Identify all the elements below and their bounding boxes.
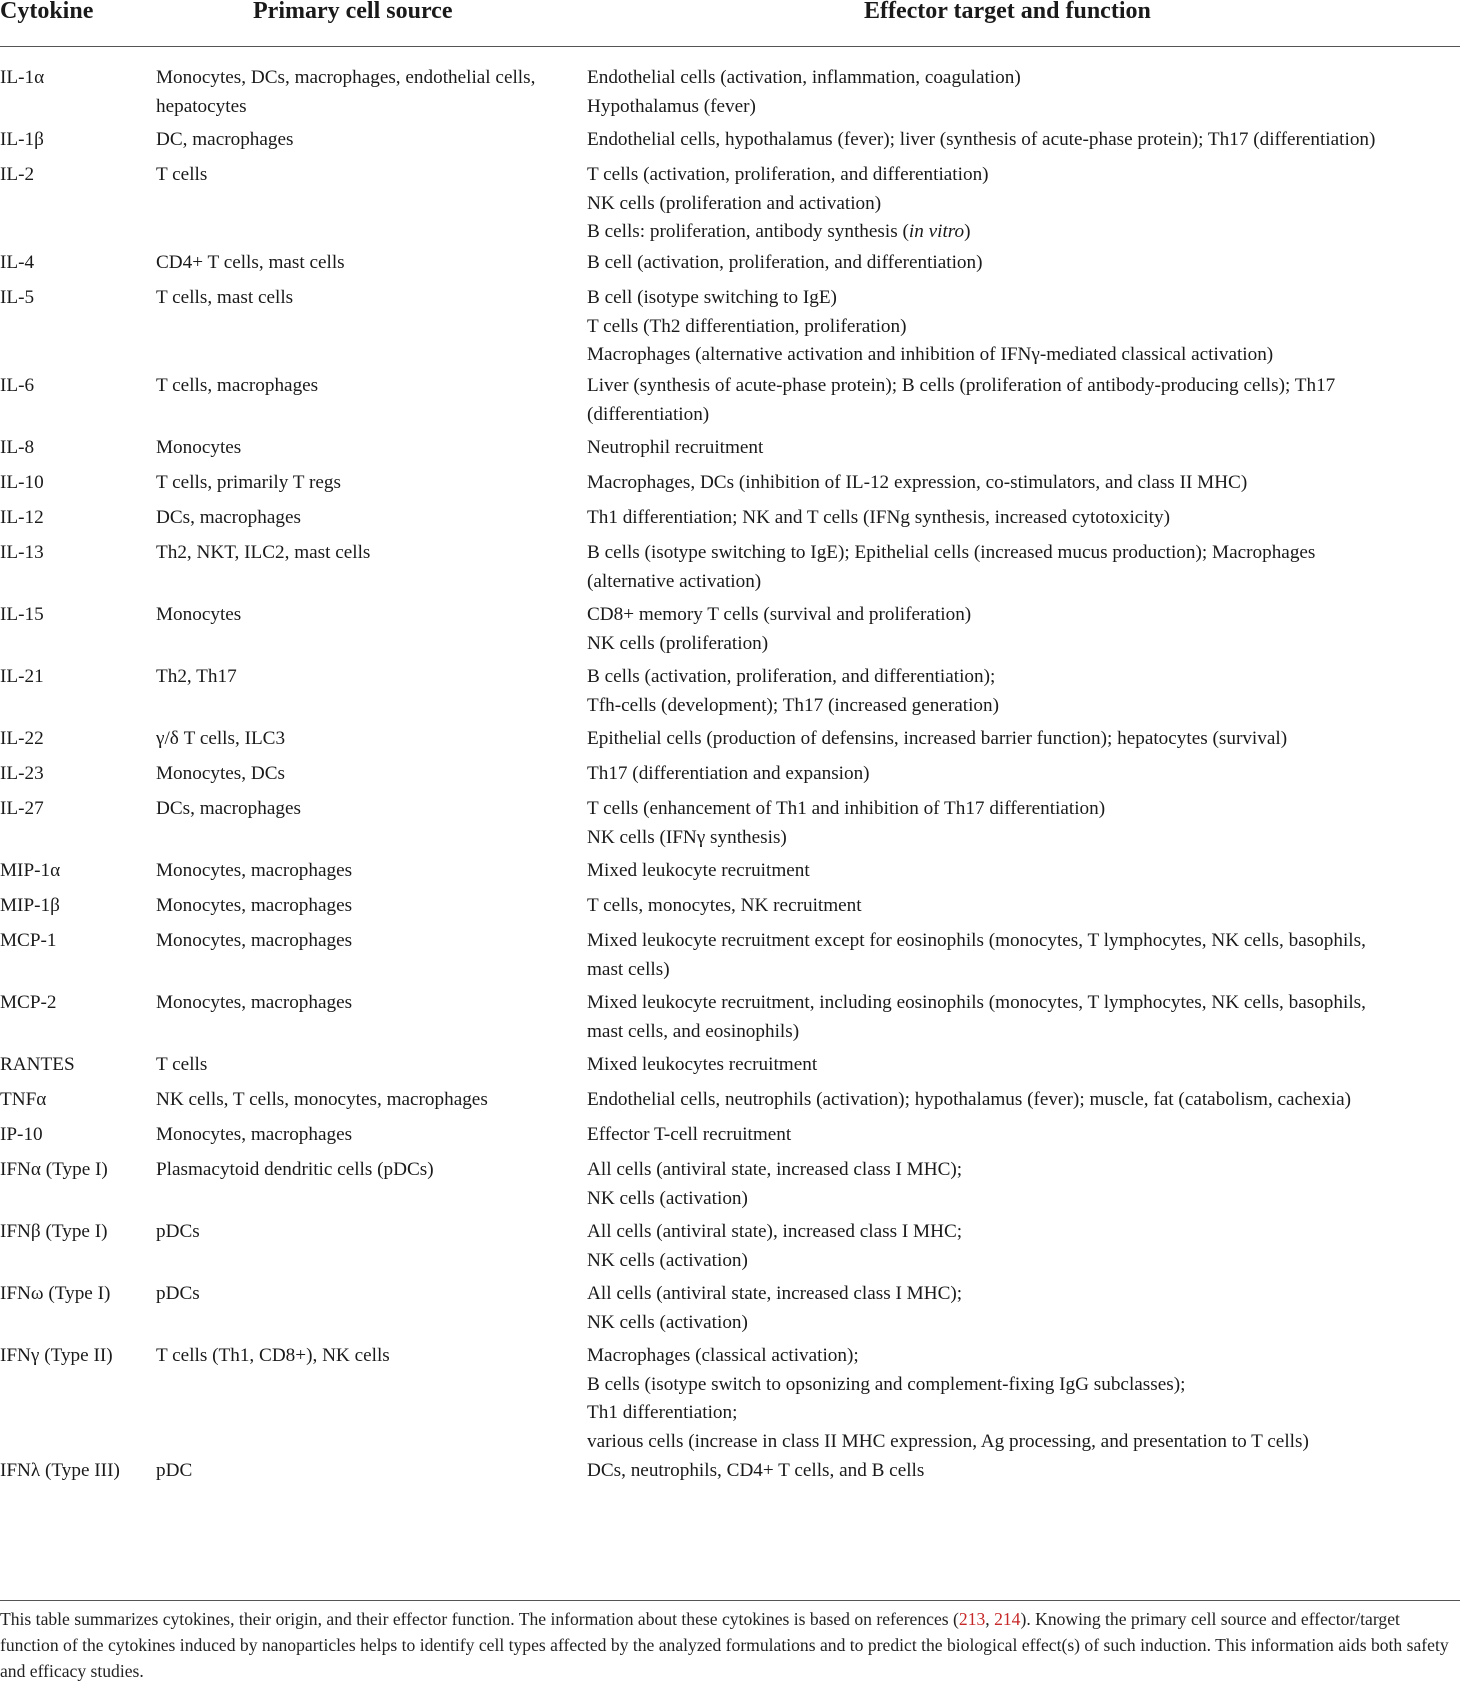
- table-row: [0, 857, 1460, 892]
- cell-primary-cell-source: Monocytes: [156, 604, 242, 625]
- table-row: [0, 1280, 1460, 1342]
- effector-line: B cells (isotype switching to IgE); Epithelial cells (increased mucus production); Macrophages: [587, 542, 1316, 563]
- effector-line: NK cells (IFNγ synthesis): [587, 826, 787, 848]
- cell-primary-cell-source: γ/δ T cells, ILC3: [156, 728, 286, 749]
- cell-cytokine: TNFα: [0, 1089, 47, 1110]
- table-row: [0, 161, 1460, 249]
- cell-cytokine: IL-27: [0, 798, 44, 819]
- effector-line: Mixed leukocytes recruitment: [587, 1054, 818, 1075]
- cell-effector-function: [587, 64, 1460, 121]
- cell-cytokine: MIP-1α: [0, 860, 61, 881]
- effector-line: All cells (antiviral state, increased class I MHC);: [587, 1283, 963, 1304]
- cell-primary-cell-source: DCs, macrophages: [156, 507, 301, 528]
- cell-effector-function: [587, 504, 1460, 533]
- cell-primary-cell-source: T cells, primarily T regs: [156, 472, 341, 493]
- cell-cytokine: IL-23: [0, 763, 44, 784]
- cell-primary-cell-source: Monocytes, macrophages: [156, 860, 353, 881]
- table-row: [0, 372, 1460, 434]
- cell-cytokine: IFNω (Type I): [0, 1283, 111, 1304]
- table-body: [0, 64, 1460, 1487]
- column-header-effector-target-function: Effector target and function: [864, 0, 1151, 24]
- table-row: [0, 1156, 1460, 1218]
- cell-primary-cell-source: T cells: [156, 1054, 208, 1075]
- cell-effector-function: [587, 663, 1460, 720]
- cell-primary-cell-source: Monocytes, DCs, macrophages, endothelial cells, hepatocytes: [156, 67, 536, 117]
- cell-effector-function: [587, 760, 1460, 789]
- effector-line: NK cells (activation): [587, 1249, 748, 1271]
- cell-cytokine: IL-10: [0, 472, 44, 493]
- cell-primary-cell-source: Plasmacytoid dendritic cells (pDCs): [156, 1159, 434, 1180]
- table-row: [0, 795, 1460, 857]
- cell-effector-function: [587, 725, 1460, 754]
- table-row: [0, 126, 1460, 161]
- cell-effector-function: [587, 795, 1460, 852]
- effector-line: NK cells (activation): [587, 1187, 748, 1209]
- cell-effector-function: [587, 539, 1460, 596]
- effector-line: various cells (increase in class II MHC expression, Ag processing, and presentation to T cells): [587, 1430, 1309, 1452]
- table-row: [0, 663, 1460, 725]
- cell-effector-function: [587, 1342, 1460, 1456]
- cell-primary-cell-source: DCs, macrophages: [156, 798, 301, 819]
- effector-line: B cell (activation, proliferation, and differentiation): [587, 252, 983, 273]
- cell-effector-function: [587, 1156, 1460, 1213]
- effector-line: NK cells (proliferation and activation): [587, 192, 882, 214]
- cell-primary-cell-source: DC, macrophages: [156, 129, 294, 150]
- table-row: [0, 249, 1460, 284]
- cell-cytokine: IL-5: [0, 287, 35, 308]
- cell-effector-function: [587, 249, 1460, 278]
- table-row: [0, 504, 1460, 539]
- cell-effector-function: [587, 469, 1460, 498]
- effector-line: NK cells (proliferation): [587, 632, 769, 654]
- cell-primary-cell-source: T cells, mast cells: [156, 287, 294, 308]
- effector-line: (alternative activation): [587, 570, 762, 592]
- table-row: [0, 1457, 1460, 1487]
- cell-effector-function: [587, 434, 1460, 463]
- table-row: [0, 927, 1460, 989]
- cell-cytokine: IL-2: [0, 164, 35, 185]
- effector-line: All cells (antiviral state, increased class I MHC);: [587, 1159, 963, 1180]
- cell-cytokine: IFNβ (Type I): [0, 1221, 108, 1242]
- table-row: [0, 434, 1460, 469]
- effector-line: Macrophages (alternative activation and inhibition of IFNγ-mediated classical activation): [587, 344, 1274, 365]
- table-footnote: [0, 1606, 1460, 1684]
- cell-effector-function: [587, 857, 1460, 886]
- cell-cytokine: IL-22: [0, 728, 44, 749]
- table-row: [0, 284, 1460, 372]
- effector-line: Neutrophil recruitment: [587, 437, 764, 458]
- cell-cytokine: RANTES: [0, 1054, 75, 1075]
- effector-line: B cells (isotype switch to opsonizing and complement-fixing IgG subclasses);: [587, 1373, 1186, 1395]
- cell-primary-cell-source: CD4+ T cells, mast cells: [156, 252, 345, 273]
- effector-line: Endothelial cells (activation, inflammation, coagulation): [587, 67, 1021, 88]
- effector-line: mast cells, and eosinophils): [587, 1020, 800, 1042]
- cell-primary-cell-source: Th2, Th17: [156, 666, 237, 687]
- cell-primary-cell-source: Monocytes, DCs: [156, 763, 285, 784]
- footnote-text-before: This table summarizes cytokines, their origin, and their effector function. The information about these cytokines is based on references (: [0, 1609, 959, 1629]
- cell-primary-cell-source: pDCs: [156, 1221, 200, 1242]
- cell-effector-function: [587, 1457, 1460, 1486]
- cell-primary-cell-source: Monocytes, macrophages: [156, 930, 353, 951]
- table-row: [0, 760, 1460, 795]
- cell-primary-cell-source: T cells (Th1, CD8+), NK cells: [156, 1345, 390, 1366]
- effector-line: T cells (enhancement of Th1 and inhibition of Th17 differentiation): [587, 798, 1106, 819]
- effector-line: CD8+ memory T cells (survival and proliferation): [587, 604, 972, 625]
- cell-effector-function: [587, 372, 1460, 429]
- effector-line: Mixed leukocyte recruitment, including eosinophils (monocytes, T lymphocytes, NK cells, basophils,: [587, 992, 1366, 1013]
- effector-line: Mixed leukocyte recruitment: [587, 860, 810, 881]
- table-row: [0, 601, 1460, 663]
- effector-line: B cells (activation, proliferation, and differentiation);: [587, 666, 996, 687]
- table-row: [0, 892, 1460, 927]
- footnote-separator: ,: [985, 1609, 995, 1629]
- cell-primary-cell-source: Monocytes, macrophages: [156, 1124, 353, 1145]
- cell-cytokine: IL-13: [0, 542, 44, 563]
- cell-cytokine: IL-21: [0, 666, 44, 687]
- cell-cytokine: IL-15: [0, 604, 44, 625]
- effector-line: B cell (isotype switching to IgE): [587, 287, 837, 308]
- cell-cytokine: IL-6: [0, 375, 35, 396]
- table-row: [0, 64, 1460, 126]
- table-row: [0, 1051, 1460, 1086]
- cell-cytokine: IL-12: [0, 507, 44, 528]
- cell-primary-cell-source: NK cells, T cells, monocytes, macrophages: [156, 1089, 488, 1110]
- cell-primary-cell-source: Monocytes, macrophages: [156, 992, 353, 1013]
- effector-line: All cells (antiviral state), increased class I MHC;: [587, 1221, 963, 1242]
- table-row: [0, 1218, 1460, 1280]
- cell-primary-cell-source: Th2, NKT, ILC2, mast cells: [156, 542, 371, 563]
- effector-line: Th1 differentiation;: [587, 1402, 738, 1423]
- effector-line: T cells, monocytes, NK recruitment: [587, 895, 862, 916]
- effector-line: Th1 differentiation; NK and T cells (IFNg synthesis, increased cytotoxicity): [587, 507, 1170, 528]
- effector-line: Effector T-cell recruitment: [587, 1124, 792, 1145]
- cell-primary-cell-source: Monocytes: [156, 437, 242, 458]
- effector-line: Endothelial cells, hypothalamus (fever); liver (synthesis of acute-phase protein); Th17 (differentiation): [587, 129, 1376, 150]
- cell-effector-function: [587, 1218, 1460, 1275]
- cell-cytokine: IP-10: [0, 1124, 43, 1145]
- effector-line: B cells: proliferation, antibody synthesis (in vitro): [587, 221, 971, 242]
- table-row: [0, 989, 1460, 1051]
- cell-cytokine: IFNα (Type I): [0, 1159, 108, 1180]
- cell-cytokine: IFNγ (Type II): [0, 1345, 113, 1366]
- table-row: [0, 1121, 1460, 1156]
- cell-cytokine: IL-1α: [0, 67, 45, 88]
- cell-effector-function: [587, 161, 1460, 247]
- cell-effector-function: [587, 126, 1460, 155]
- effector-line: Endothelial cells, neutrophils (activation); hypothalamus (fever); muscle, fat (catabolism, cachexia): [587, 1089, 1352, 1110]
- column-header-primary-cell-source: Primary cell source: [253, 0, 453, 24]
- effector-line: Mixed leukocyte recruitment except for eosinophils (monocytes, T lymphocytes, NK cells, basophils,: [587, 930, 1366, 951]
- table-row: [0, 1086, 1460, 1121]
- effector-line: Macrophages, DCs (inhibition of IL-12 expression, co-stimulators, and class II MHC): [587, 472, 1248, 493]
- table-row: [0, 1342, 1460, 1457]
- effector-line: mast cells): [587, 958, 670, 980]
- effector-line: Hypothalamus (fever): [587, 95, 756, 117]
- cell-cytokine: MCP-1: [0, 930, 57, 951]
- cell-effector-function: [587, 892, 1460, 921]
- cell-primary-cell-source: T cells: [156, 164, 208, 185]
- cell-primary-cell-source: T cells, macrophages: [156, 375, 319, 396]
- effector-line: Liver (synthesis of acute-phase protein); B cells (proliferation of antibody-producing cells); Th17: [587, 375, 1336, 396]
- effector-line: DCs, neutrophils, CD4+ T cells, and B cells: [587, 1460, 925, 1481]
- effector-line: Tfh-cells (development); Th17 (increased generation): [587, 694, 1000, 716]
- cell-effector-function: [587, 989, 1460, 1046]
- cell-effector-function: [587, 601, 1460, 658]
- cell-effector-function: [587, 927, 1460, 984]
- cell-effector-function: [587, 1121, 1460, 1150]
- effector-line: Epithelial cells (production of defensins, increased barrier function); hepatocytes (survival): [587, 728, 1288, 749]
- cell-cytokine: IFNλ (Type III): [0, 1460, 120, 1481]
- cell-effector-function: [587, 1086, 1460, 1115]
- table-row: [0, 469, 1460, 504]
- cell-cytokine: IL-1β: [0, 129, 44, 150]
- table-row: [0, 539, 1460, 601]
- effector-line: Th17 (differentiation and expansion): [587, 763, 870, 784]
- cell-cytokine: MCP-2: [0, 992, 57, 1013]
- cell-cytokine: MIP-1β: [0, 895, 60, 916]
- effector-line: (differentiation): [587, 403, 710, 425]
- table-header: [0, 0, 1460, 47]
- effector-line: T cells (Th2 differentiation, proliferation): [587, 315, 907, 337]
- effector-line: T cells (activation, proliferation, and differentiation): [587, 164, 989, 185]
- effector-line: Macrophages (classical activation);: [587, 1345, 859, 1366]
- cell-cytokine: IL-4: [0, 252, 35, 273]
- table-row: [0, 725, 1460, 760]
- cell-primary-cell-source: pDCs: [156, 1283, 200, 1304]
- cell-effector-function: [587, 284, 1460, 370]
- footnote-text-after: ). Knowing the primary cell source and effector/target function of the cytokines induced by nanoparticles helps to identify cell types affected by the analyzed formulations and to predict the biological effect(s) of such induction. This information aids both safety and efficacy studies.: [0, 1609, 1449, 1681]
- cell-effector-function: [587, 1051, 1460, 1080]
- cell-primary-cell-source: Monocytes, macrophages: [156, 895, 353, 916]
- cell-effector-function: [587, 1280, 1460, 1337]
- reference-link-213[interactable]: 213: [958, 1609, 986, 1629]
- column-header-cytokine: Cytokine: [0, 0, 94, 24]
- cell-cytokine: IL-8: [0, 437, 35, 458]
- table-bottom-rule: [0, 1600, 1460, 1601]
- cell-primary-cell-source: pDC: [156, 1460, 193, 1481]
- effector-line: NK cells (activation): [587, 1311, 748, 1333]
- reference-link-214[interactable]: 214: [994, 1609, 1021, 1629]
